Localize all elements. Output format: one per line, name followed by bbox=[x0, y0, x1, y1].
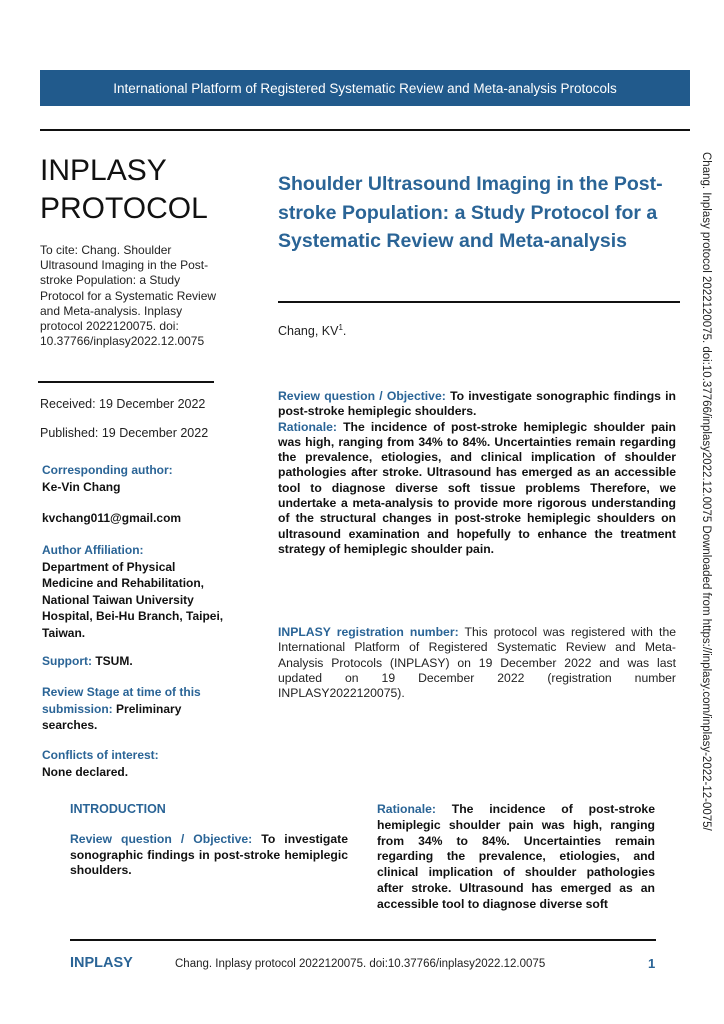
review-stage-value: Preliminary searches. bbox=[42, 701, 182, 732]
registration-info bbox=[278, 625, 676, 701]
corresponding-author bbox=[42, 462, 227, 495]
registration-label: INPLASY registration number: bbox=[278, 625, 459, 639]
footer-brand: INPLASY bbox=[70, 955, 133, 971]
received-date: Received: 19 December 2022 bbox=[40, 397, 206, 411]
affiliation-text: Department of Physical Medicine and Rehabilitation, National Taiwan University Hospital, Bei-Hu Branch, Taipei, Taiwan. bbox=[42, 559, 224, 640]
author-email[interactable]: kvchang011@gmail.com bbox=[42, 511, 182, 525]
author-line: Chang, $KV^1$. bbox=[278, 323, 347, 339]
review-question-text: To investigate sonographic findings in post-stroke hemiplegic shoulders. bbox=[278, 389, 677, 419]
support-value: TSUM. bbox=[95, 654, 133, 668]
conflicts-of-interest bbox=[42, 747, 227, 780]
brand-title-line1: INPLASY bbox=[40, 154, 167, 187]
conflicts-value: None declared. bbox=[42, 764, 129, 779]
intro-review-question-label: Review question / Objective: bbox=[70, 832, 253, 846]
header-banner: International Platform of Registered Systematic Review and Meta-analysis Protocols bbox=[40, 70, 690, 106]
rationale-text: The incidence of post-stroke hemiplegic shoulder pain was high, ranging from 34% to 84%. Uncertainties remain regarding the prevalence, etiologies, and clinical implication of shoulder pathologies after stroke. Ultrasound has emerged as an accessible tool to diagnose diverse soft tissue problems Therefore, we undertake a meta-analysis to provide more rigorous understanding of the structural changes in post-stroke hemiplegic shoulders on ultrasound examination and hopefully to enhance the treatment strategy of hemiplegic shoulder pain. bbox=[278, 419, 676, 556]
registration-text: This protocol was registered with the International Platform of Registered Systematic Review and Meta-Analysis Protocols (INPLASY) on 19 December 2022 and was last updated on 19 December 2022 (registration number INPLASY2022120075). bbox=[278, 625, 676, 701]
brand-title-line2: PROTOCOL bbox=[40, 192, 208, 225]
vertical-download-note: Chang. Inplasy protocol 2022120075. doi:10.37766/inplasy2022.12.0075 Downloaded from https://inplasy.com/inplasy-2022-12-0075/ bbox=[700, 152, 712, 831]
author-name: Chang, KV bbox=[278, 324, 339, 339]
footer-rule bbox=[70, 939, 656, 941]
title-rule bbox=[278, 301, 680, 303]
col2-rationale-text: The incidence of post-stroke hemiplegic shoulder pain was high, ranging from 34% to 84%. Uncertainties remain regarding the prevalence, etiologies, and clinical implication of shoulder pathologies after stroke. Ultrasound has emerged as an accessible tool to diagnose diverse soft bbox=[377, 802, 655, 911]
left-rule bbox=[38, 381, 214, 383]
review-stage bbox=[42, 684, 227, 734]
top-rule bbox=[40, 129, 690, 131]
review-question-label: Review question / Objective: bbox=[278, 389, 446, 403]
support-label: Support: bbox=[42, 654, 92, 668]
paper-title: Shoulder Ultrasound Imaging in the Post-stroke Population: a Study Protocol for a Systematic Review and Meta-analysis bbox=[278, 173, 663, 252]
brand-title bbox=[40, 152, 208, 228]
abstract bbox=[278, 389, 676, 557]
author-affiliation bbox=[42, 542, 227, 641]
conflicts-label: Conflicts of interest: bbox=[42, 748, 159, 762]
col2-rationale-label: Rationale: bbox=[377, 802, 436, 816]
cite-text: To cite: Chang. Shoulder Ultrasound Imaging in the Post-stroke Population: a Study Protocol for a Systematic Review and Meta-analysis. Inplasy protocol 2022120075. doi: 10.37766/inplasy2022.12.0075 bbox=[40, 243, 217, 349]
introduction-heading: INTRODUCTION bbox=[70, 802, 166, 816]
page-number: 1 bbox=[648, 956, 656, 971]
rationale-label: Rationale: bbox=[278, 419, 337, 434]
column-two-rationale bbox=[377, 802, 655, 913]
review-stage-label: Review Stage at time of this submission: bbox=[42, 685, 201, 716]
footer-citation: Chang. Inplasy protocol 2022120075. doi:10.37766/inplasy2022.12.0075 bbox=[175, 958, 546, 970]
author-affiliation-mark: 1 bbox=[338, 323, 343, 332]
intro-review-question-text: To investigate sonographic findings in post-stroke hemiplegic shoulders. bbox=[70, 832, 348, 877]
published-date: Published: 19 December 2022 bbox=[40, 426, 209, 440]
introduction-review-question bbox=[70, 832, 348, 879]
affiliation-label: Author Affiliation: bbox=[42, 543, 144, 557]
support bbox=[42, 653, 227, 670]
corresponding-name: Ke-Vin Chang bbox=[42, 479, 121, 494]
corresponding-label: Corresponding author: bbox=[42, 463, 173, 477]
